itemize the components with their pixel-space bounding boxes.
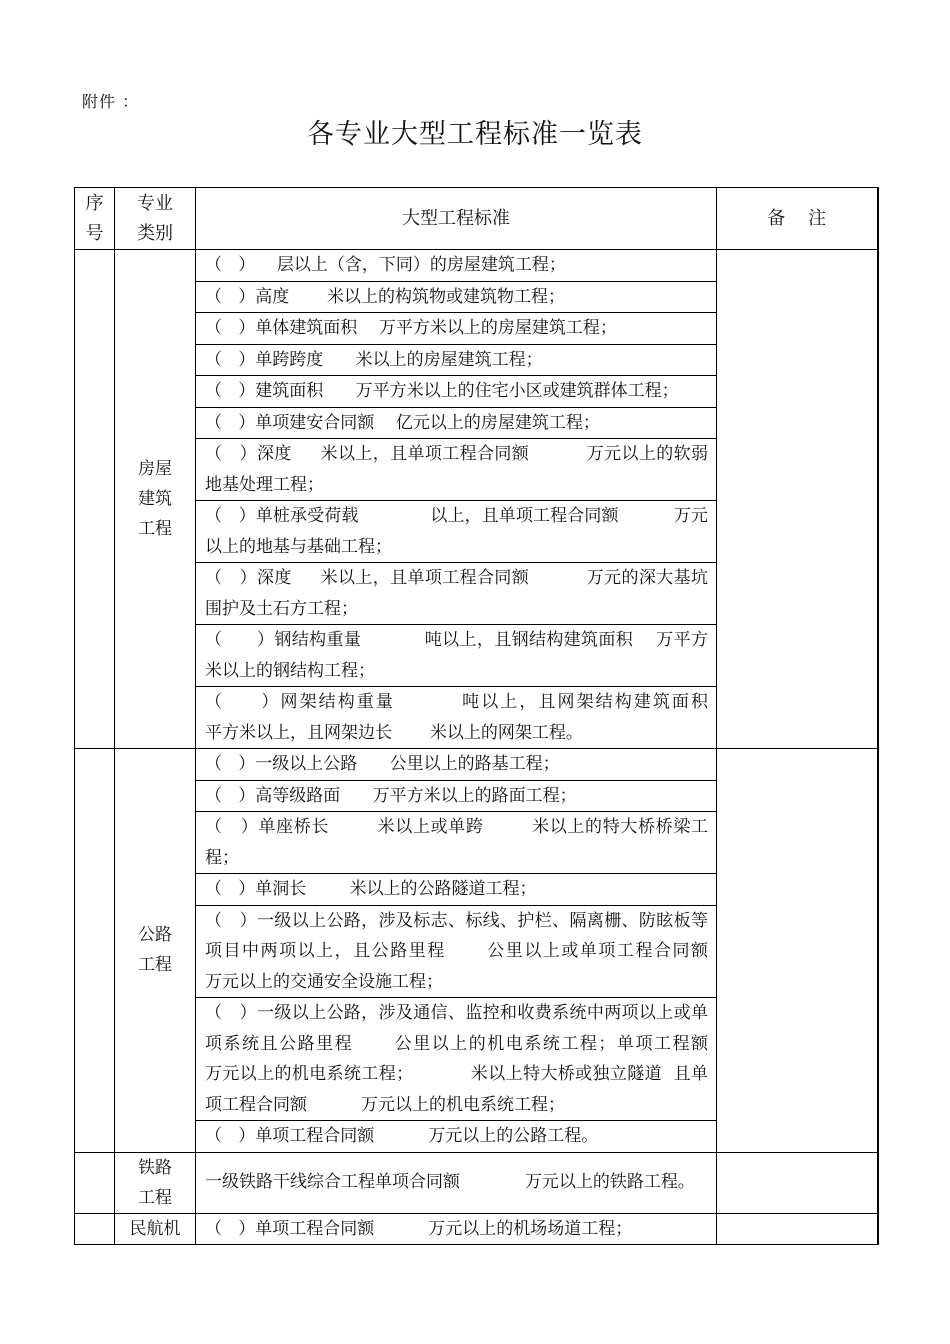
- table-row: [75, 1152, 878, 1213]
- category-label: 公路工程: [138, 925, 172, 976]
- standard-item: （ ）单跨跨度 米以上的房屋建筑工程；: [196, 344, 717, 376]
- standard-item: （ ）单项建安合同额 亿元以上的房屋建筑工程；: [196, 407, 717, 439]
- standard-item: （ ）一级以上公路 公里以上的路基工程；: [196, 749, 717, 781]
- category-label: 铁路工程: [138, 1157, 172, 1208]
- attachment-label: 附件 ：: [82, 92, 140, 111]
- standard-item: （ ）单项工程合同额 万元以上的公路工程。: [196, 1121, 717, 1153]
- standard-item: （ ）深度 米以上，且单项工程合同额 万元的深大基坑围护及土石方工程；: [196, 563, 717, 625]
- standard-item: （ ）单体建筑面积 万平方米以上的房屋建筑工程；: [196, 313, 717, 345]
- header-no: 序号: [75, 188, 115, 250]
- standard-item: （ ）一级以上公路，涉及通信、监控和收费系统中两项以上或单项系统且公路里程 公里以上的机电系统工程；单项工程额 万元以上的机电系统工程； 米以上特大桥或独立隧道 且单项工程合同额 万元以上的机电系统工程；: [196, 998, 717, 1121]
- remarks-cell: [717, 1152, 878, 1213]
- row-number-cell: [75, 1213, 115, 1245]
- row-number-cell: [75, 1152, 115, 1213]
- category-label: 民航机: [129, 1218, 181, 1239]
- standard-item: （ ） 层以上（含，下同）的房屋建筑工程；: [196, 250, 717, 282]
- standard-item: 一级铁路干线综合工程单项合同额 万元以上的铁路工程。: [196, 1152, 717, 1213]
- category-cell: [115, 1152, 196, 1213]
- category-cell: [115, 1213, 196, 1245]
- standard-item: （ ）高等级路面 万平方米以上的路面工程；: [196, 780, 717, 812]
- category-label: 房屋建筑工程: [138, 459, 172, 539]
- standard-item: （ ）单桩承受荷载 以上，且单项工程合同额 万元以上的地基与基础工程；: [196, 501, 717, 563]
- row-number-cell: [75, 250, 115, 749]
- standard-item: （ ）单座桥长 米以上或单跨 米以上的特大桥桥梁工程；: [196, 812, 717, 874]
- table-body: [75, 250, 878, 1245]
- table-row: [75, 749, 878, 781]
- remarks-cell: [717, 250, 878, 749]
- remarks-cell: [717, 1213, 878, 1245]
- header-category: 专业类别: [115, 188, 196, 250]
- standard-item: （ ）深度 米以上，且单项工程合同额 万元以上的软弱地基处理工程；: [196, 439, 717, 501]
- header-remarks: 备 注: [717, 188, 878, 250]
- document-title: 各专业大型工程标准一览表: [307, 119, 643, 150]
- standard-item: （ ）单洞长 米以上的公路隧道工程；: [196, 874, 717, 906]
- row-number-cell: [75, 749, 115, 1153]
- standard-item: （ ）建筑面积 万平方米以上的住宅小区或建筑群体工程；: [196, 376, 717, 408]
- category-cell: [115, 250, 196, 749]
- standard-item: （ ）高度 米以上的构筑物或建筑物工程；: [196, 281, 717, 313]
- standard-item: （ ）钢结构重量 吨以上，且钢结构建筑面积 万平方米以上的钢结构工程；: [196, 625, 717, 687]
- standards-table: [74, 187, 879, 1245]
- standard-item: （ ）单项工程合同额 万元以上的机场场道工程；: [196, 1213, 717, 1245]
- standard-item: （ ）一级以上公路，涉及标志、标线、护栏、隔离栅、防眩板等项目中两项以上，且公路里程 公里以上或单项工程合同额 万元以上的交通安全设施工程；: [196, 905, 717, 998]
- header-standard: 大型工程标准: [196, 188, 717, 250]
- category-cell: [115, 749, 196, 1153]
- table-header-row: [75, 188, 878, 250]
- table-row: [75, 250, 878, 282]
- standard-item: （ ）网架结构重量 吨以上，且网架结构建筑面积 平方米以上，且网架边长 米以上的网架工程。: [196, 687, 717, 749]
- table-row: [75, 1213, 878, 1245]
